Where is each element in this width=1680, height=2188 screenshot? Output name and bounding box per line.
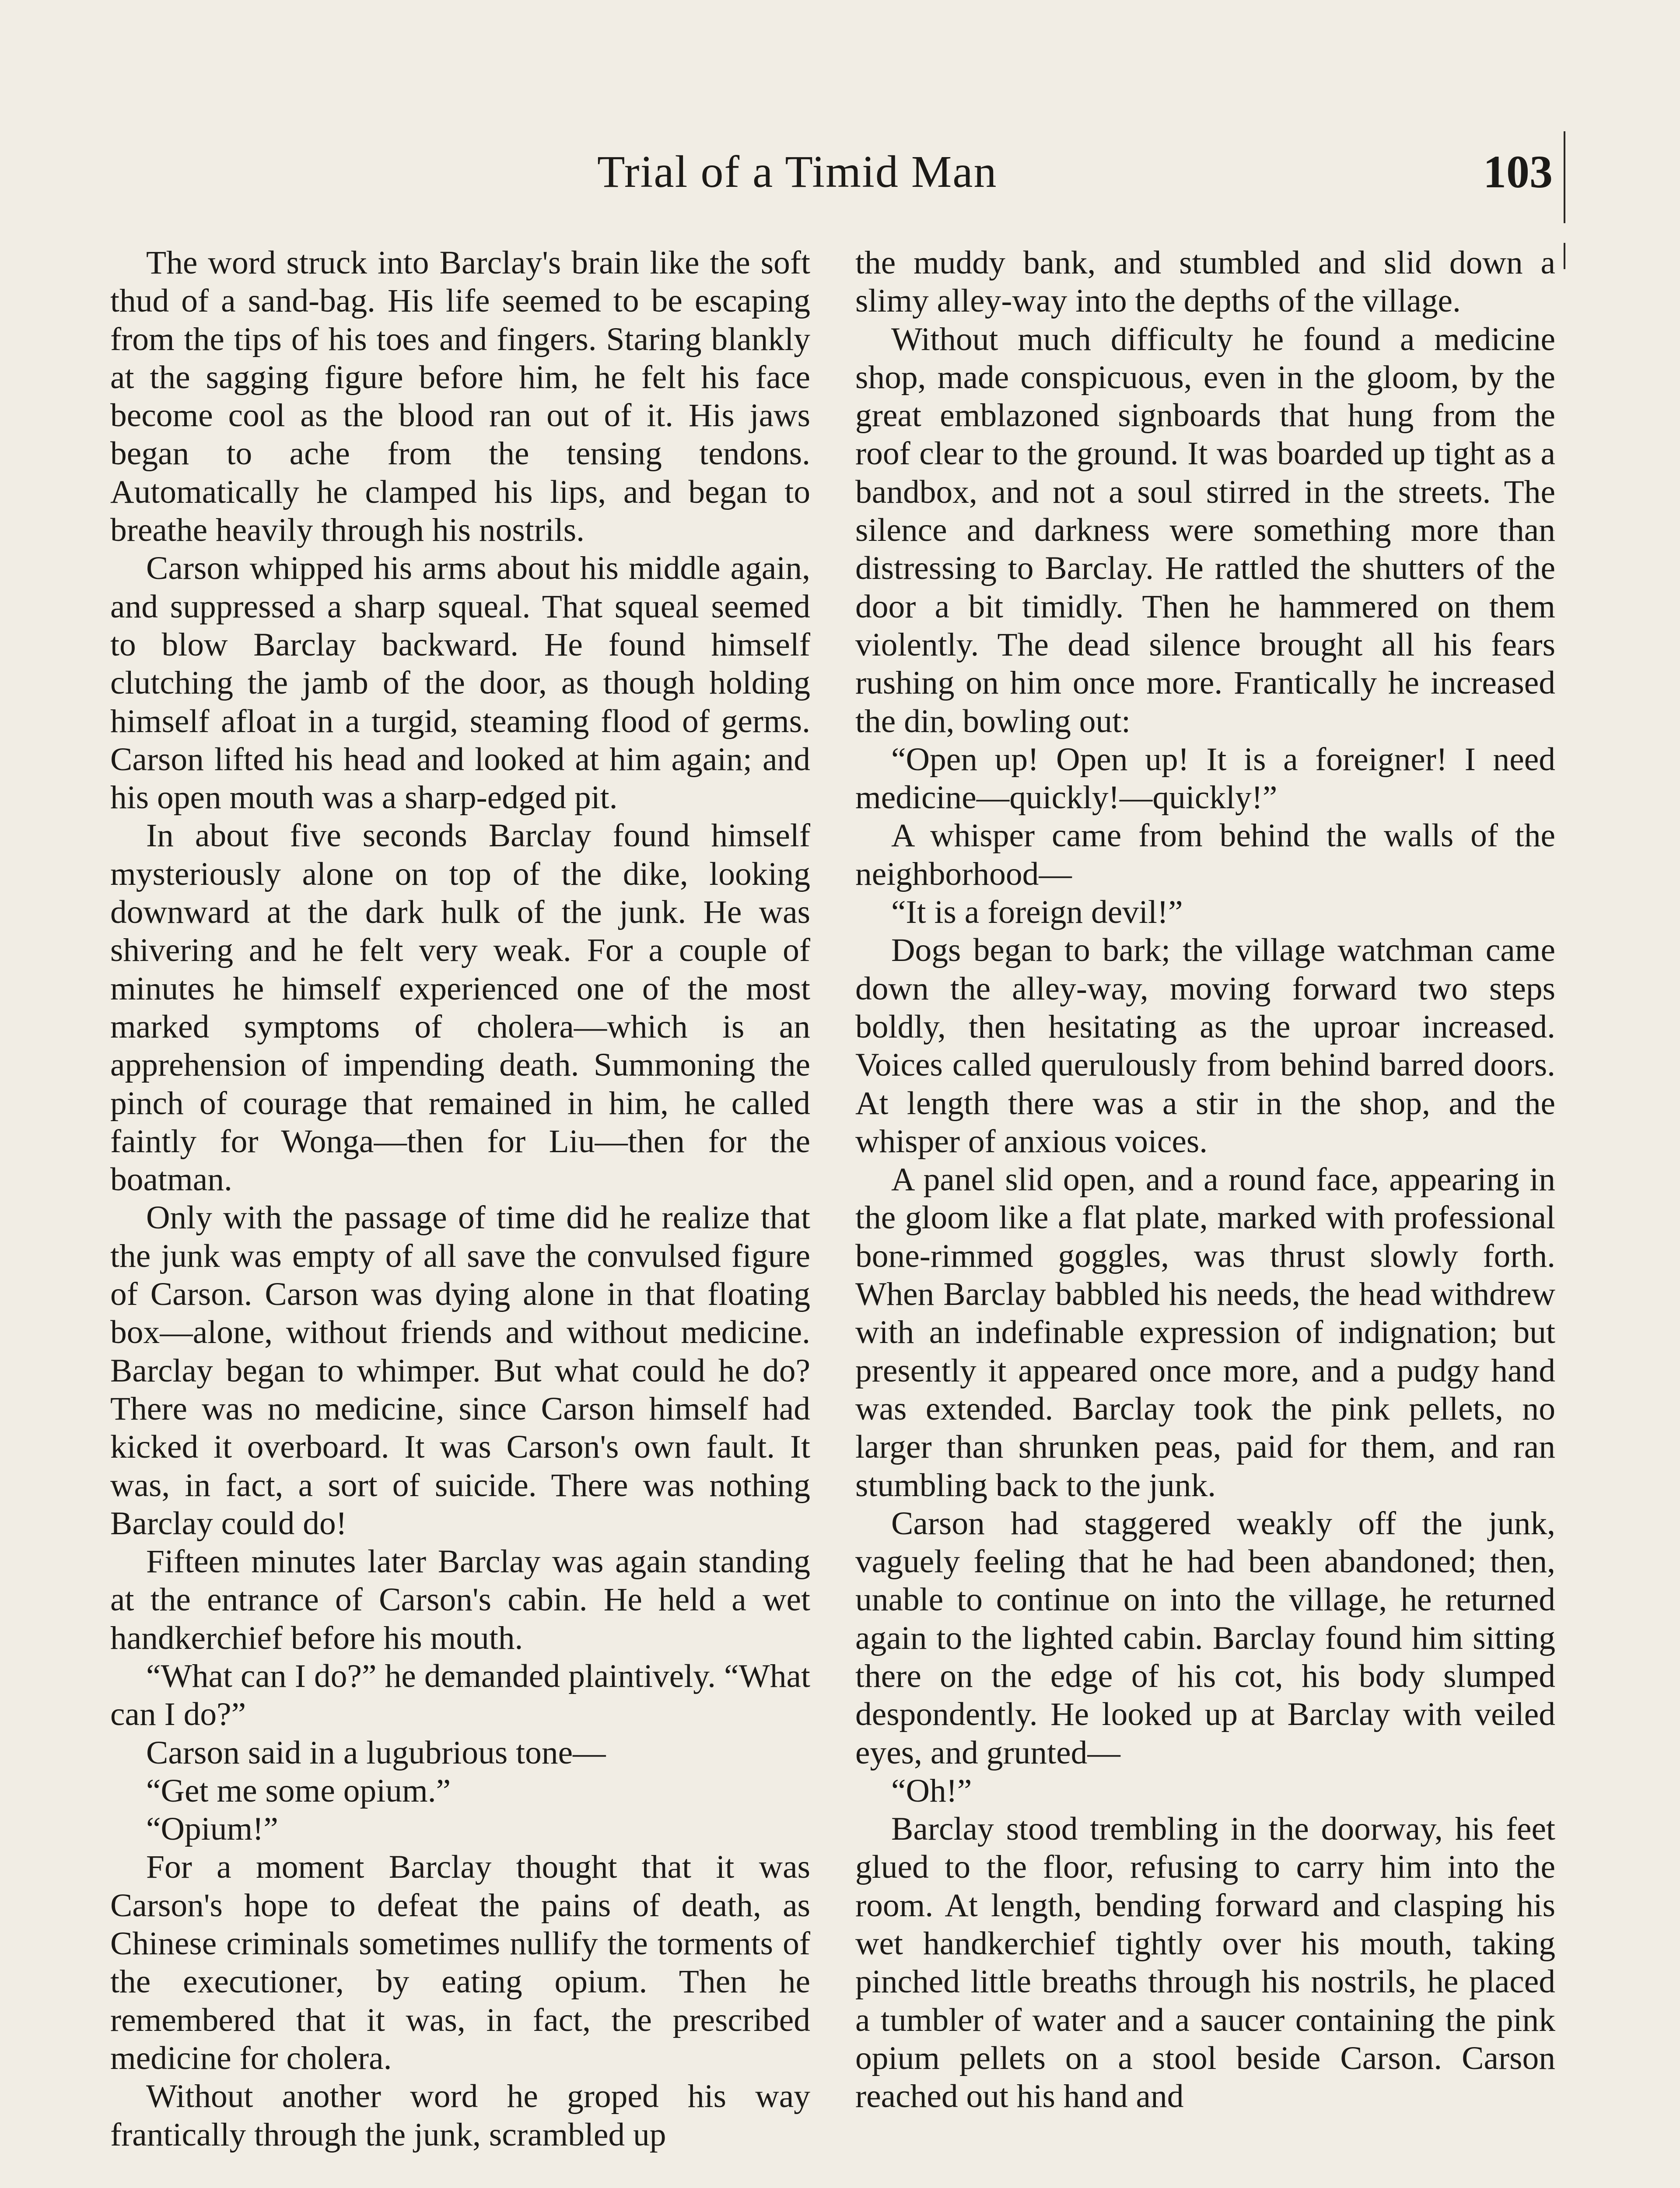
paragraph: Without much difficulty he found a medicine shop, made conspicuous, even in the gloom, by the great emblazoned signboards that hung from the roof clear to the ground. It was boarded up tight as a bandbox, and not a soul stirred in the streets. The silence and darkness were something more than distressing to Barclay. He rattled the shutters of the door a bit timidly. Then he hammered on them violently. The dead silence brought all his fears rushing on him once more. Frantically he increased the din, bowling out: <box>855 321 1555 740</box>
page-edge-mark-lower <box>1564 243 1565 269</box>
paragraph: Carson said in a lugubrious tone— <box>146 1734 606 1771</box>
paragraph: Carson whipped his arms about his middle again, and suppressed a sharp squeal. That squeal seemed to blow Barclay backward. He found himself clutching the jamb of the door, as though holding himself afloat in a turgid, steaming flood of germs. Carson lifted his head and looked at him again; and his open mouth was a sharp-edged pit. <box>110 550 810 816</box>
running-title: Trial of a Timid Man <box>597 147 998 197</box>
paragraph: In about five seconds Barclay found himself mysteriously alone on top of the dike, looking downward at the dark hulk of the junk. He was shivering and he felt very weak. For a couple of minutes he himself experienced one of the most marked symptoms of cholera—which is an apprehension of impending death. Summoning the pinch of courage that remained in him, he called faintly for Wonga—then for Liu—then for the boatman. <box>110 817 810 1198</box>
paragraph: “What can I do?” he demanded plaintively. “What can I do?” <box>110 1658 810 1733</box>
paragraph: The word struck into Barclay's brain like the soft thud of a sand-bag. His life seemed to be escaping from the tips of his toes and fingers. Staring blankly at the sagging figure before him, he felt his face become cool as the blood ran out of it. His jaws began to ache from the tensing tendons. Automatically he clamped his lips, and began to breathe heavily through his nostrils. <box>110 245 810 549</box>
page-edge-mark <box>1564 131 1565 223</box>
paragraph: A panel slid open, and a round face, appearing in the gloom like a flat plate, marked with professional bone-rimmed goggles, was thrust slowly forth. When Barclay babbled his needs, the head withdrew with an indefinable expression of indignation; but presently it appeared once more, and a pudgy hand was extended. Barclay took the pink pellets, no larger than shrunken peas, paid for them, and ran stumbling back to the junk. <box>855 1161 1555 1504</box>
paragraph: “Oh!” <box>891 1772 972 1809</box>
text-column-left <box>110 244 810 2188</box>
paragraph: Carson had staggered weakly off the junk, vaguely feeling that he had been abandoned; then, unable to continue on into the village, he returned again to the lighted cabin. Barclay found him sitting there on the edge of his cot, his body slumped despondently. He looked up at Barclay with veiled eyes, and grunted— <box>855 1505 1555 1771</box>
text-column-right <box>855 244 1555 2188</box>
paragraph: Without another word he groped his way frantically through the junk, scrambled up <box>110 2078 810 2153</box>
paragraph: For a moment Barclay thought that it was Carson's hope to defeat the pains of death, as Chinese criminals sometimes nullify the torments of the executioner, by eating opium. Then he remembered that it was, in fact, the prescribed medicine for cholera. <box>110 1849 810 2076</box>
page-header <box>0 139 1680 205</box>
paragraph: “Opium!” <box>146 1811 278 1848</box>
paragraph: Barclay stood trembling in the doorway, his feet glued to the floor, refusing to carry him into the room. At length, bending forward and clasping his wet handkerchief tightly over his mouth, taking pinched little breaths through his nostrils, he placed a tumbler of water and a saucer containing the pink opium pellets on a stool beside Carson. Carson reached out his hand and <box>855 1811 1555 2115</box>
paragraph: “Open up! Open up! It is a foreigner! I need medicine—quickly!—quickly!” <box>855 741 1555 816</box>
paragraph: A whisper came from behind the walls of the neighborhood— <box>855 817 1555 892</box>
paragraph-continued: the muddy bank, and stumbled and slid down a slimy alley-way into the depths of the village. <box>855 245 1555 319</box>
paragraph: “Get me some opium.” <box>146 1772 451 1809</box>
paragraph: Dogs began to bark; the village watchman came down the alley-way, moving forward two steps boldly, then hesitating as the uproar increased. Voices called querulously from behind barred doors. At length there was a stir in the shop, and the whisper of anxious voices. <box>855 932 1555 1160</box>
paragraph: Fifteen minutes later Barclay was again standing at the entrance of Carson's cabin. He held a wet handkerchief before his mouth. <box>110 1543 810 1656</box>
paragraph: “It is a foreign devil!” <box>891 894 1183 931</box>
page-number: 103 <box>1483 146 1553 197</box>
paragraph: Only with the passage of time did he realize that the junk was empty of all save the convulsed figure of Carson. Carson was dying alone in that floating box—alone, without friends and without medicine. Barclay began to whimper. But what could he do? There was no medicine, since Carson himself had kicked it overboard. It was Carson's own fault. It was, in fact, a sort of suicide. There was nothing Barclay could do! <box>110 1199 810 1542</box>
